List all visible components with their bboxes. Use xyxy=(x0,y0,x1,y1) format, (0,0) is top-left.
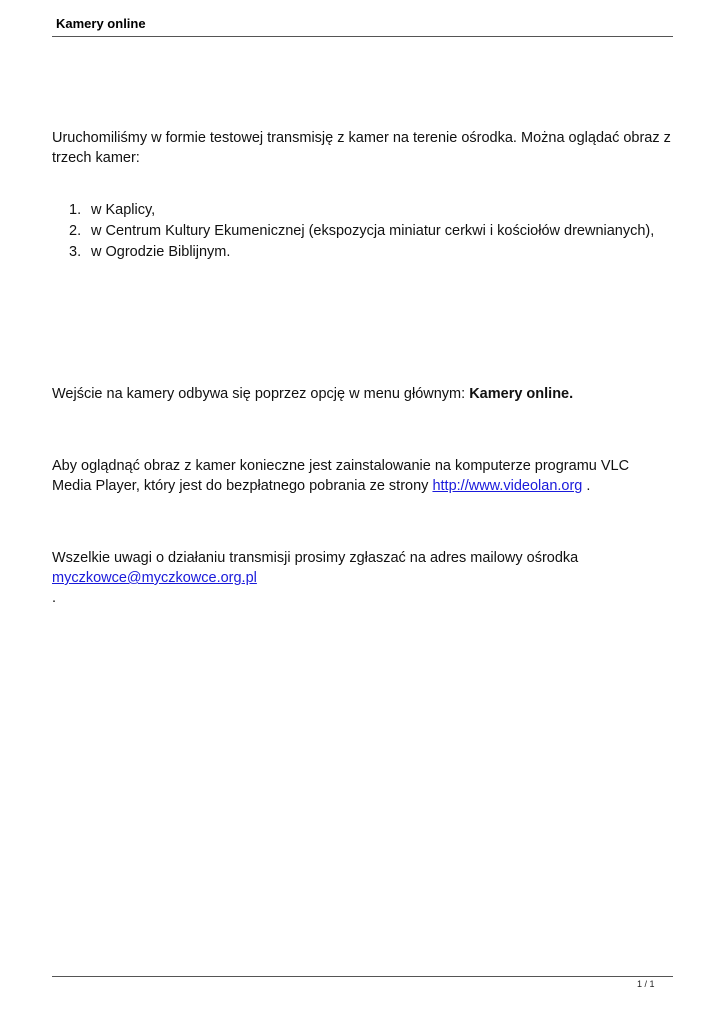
list-item-label: w Ogrodzie Biblijnym. xyxy=(91,244,231,260)
vlc-paragraph xyxy=(52,456,672,496)
menu-option-name: Kamery online. xyxy=(469,386,574,402)
intro-paragraph: Uruchomiliśmy w formie testowej transmisję z kamer na terenie ośrodka. Można oglądać obraz z trzech kamer: xyxy=(52,130,671,166)
page-header-title: Kamery online xyxy=(56,16,146,31)
list-item-number: 2. xyxy=(69,223,82,239)
contact-suffix: . xyxy=(52,590,57,606)
camera-list xyxy=(52,200,654,263)
access-text: Wejście na kamery odbywa się poprzez opcję w menu głównym: xyxy=(52,386,470,402)
list-item-label: w Kaplicy, xyxy=(91,202,156,218)
list-item xyxy=(52,242,654,263)
list-item-number: 1. xyxy=(69,202,82,218)
videolan-link[interactable]: http://www.videolan.org xyxy=(432,478,583,494)
list-item xyxy=(52,200,654,221)
footer-divider xyxy=(52,976,673,977)
list-item xyxy=(52,221,654,242)
vlc-text: Aby oglądnąć obraz z kamer konieczne jest zainstalowanie na komputerze programu VLC Media Player, który jest do bezpłatnego pobrania ze strony xyxy=(52,458,630,494)
list-item-number: 3. xyxy=(69,244,82,260)
header-divider xyxy=(52,36,673,37)
contact-paragraph xyxy=(52,548,672,608)
vlc-suffix: . xyxy=(582,478,591,494)
list-item-label: w Centrum Kultury Ekumenicznej (ekspozycja miniatur cerkwi i kościołów drewnianych), xyxy=(91,223,655,239)
access-paragraph xyxy=(52,384,672,404)
page-number: 1 / 1 xyxy=(637,979,655,989)
contact-email-link[interactable]: myczkowce@myczkowce.org.pl xyxy=(52,570,257,586)
contact-text: Wszelkie uwagi o działaniu transmisji prosimy zgłaszać na adres mailowy ośrodka xyxy=(52,550,579,566)
